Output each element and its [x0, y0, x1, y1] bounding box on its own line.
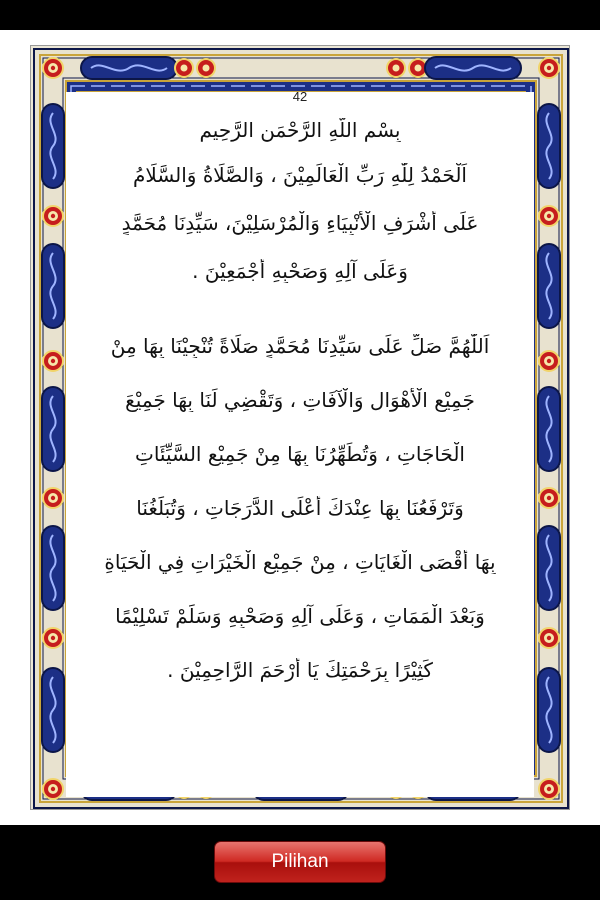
text-line-5: جَمِيْعِ الْأَهْوَالِ وَالْآفَاتِ ، وَتَقْضِي لَنَا بِهَا جَمِيْعَ [125, 388, 475, 412]
basmala-line: بِسْمِ اللَّهِ الرَّحْمَنِ الرَّحِيمِ [199, 118, 401, 142]
text-line-6: الْحَاجَاتِ ، وَتُطَهِّرُنَا بِهَا مِنْ جَمِيْعِ السَّيِّئَاتِ [135, 442, 465, 466]
text-line-9: وَبَعْدَ الْمَمَاتِ ، وَعَلَى آلِهِ وَصَحْبِهِ وَسَلِّمْ تَسْلِيْمًا [115, 604, 485, 628]
page-number: 42 [292, 89, 308, 104]
text-line-8: بِهَا أَقْصَى الْغَايَاتِ ، مِنْ جَمِيْعِ الْخَيْرَاتِ فِي الْحَيَاةِ [104, 550, 496, 574]
pilihan-button[interactable]: Pilihan [214, 841, 386, 883]
text-line-3: وَعَلَى آلِهِ وَصَحْبِهِ أَجْمَعِيْنَ . [192, 259, 408, 283]
mushaf-page [0, 30, 600, 825]
text-line-1: اَلْحَمْدُ لِلّٰهِ رَبِّ الْعَالَمِيْنَ ، وَالصَّلَاةُ وَالسَّلَامُ [133, 163, 467, 187]
text-line-10: كَثِيْرًا بِرَحْمَتِكَ يَا أَرْحَمَ الرَّاحِمِيْنَ . [167, 658, 433, 682]
text-line-7: وَتَرْفَعُنَا بِهَا عِنْدَكَ أَعْلَى الدَّرَجَاتِ ، وَتُبَلِّغُنَا [136, 496, 464, 520]
text-line-4: اَللّٰهُمَّ صَلِّ عَلَى سَيِّدِنَا مُحَمَّدٍ صَلَاةً تُنْجِيْنَا بِهَا مِنْ [110, 334, 490, 358]
text-line-2: عَلَى أَشْرَفِ الْأَنْبِيَاءِ وَالْمُرْسَلِيْنَ، سَيِّدِنَا مُحَمَّدٍ [121, 211, 479, 235]
